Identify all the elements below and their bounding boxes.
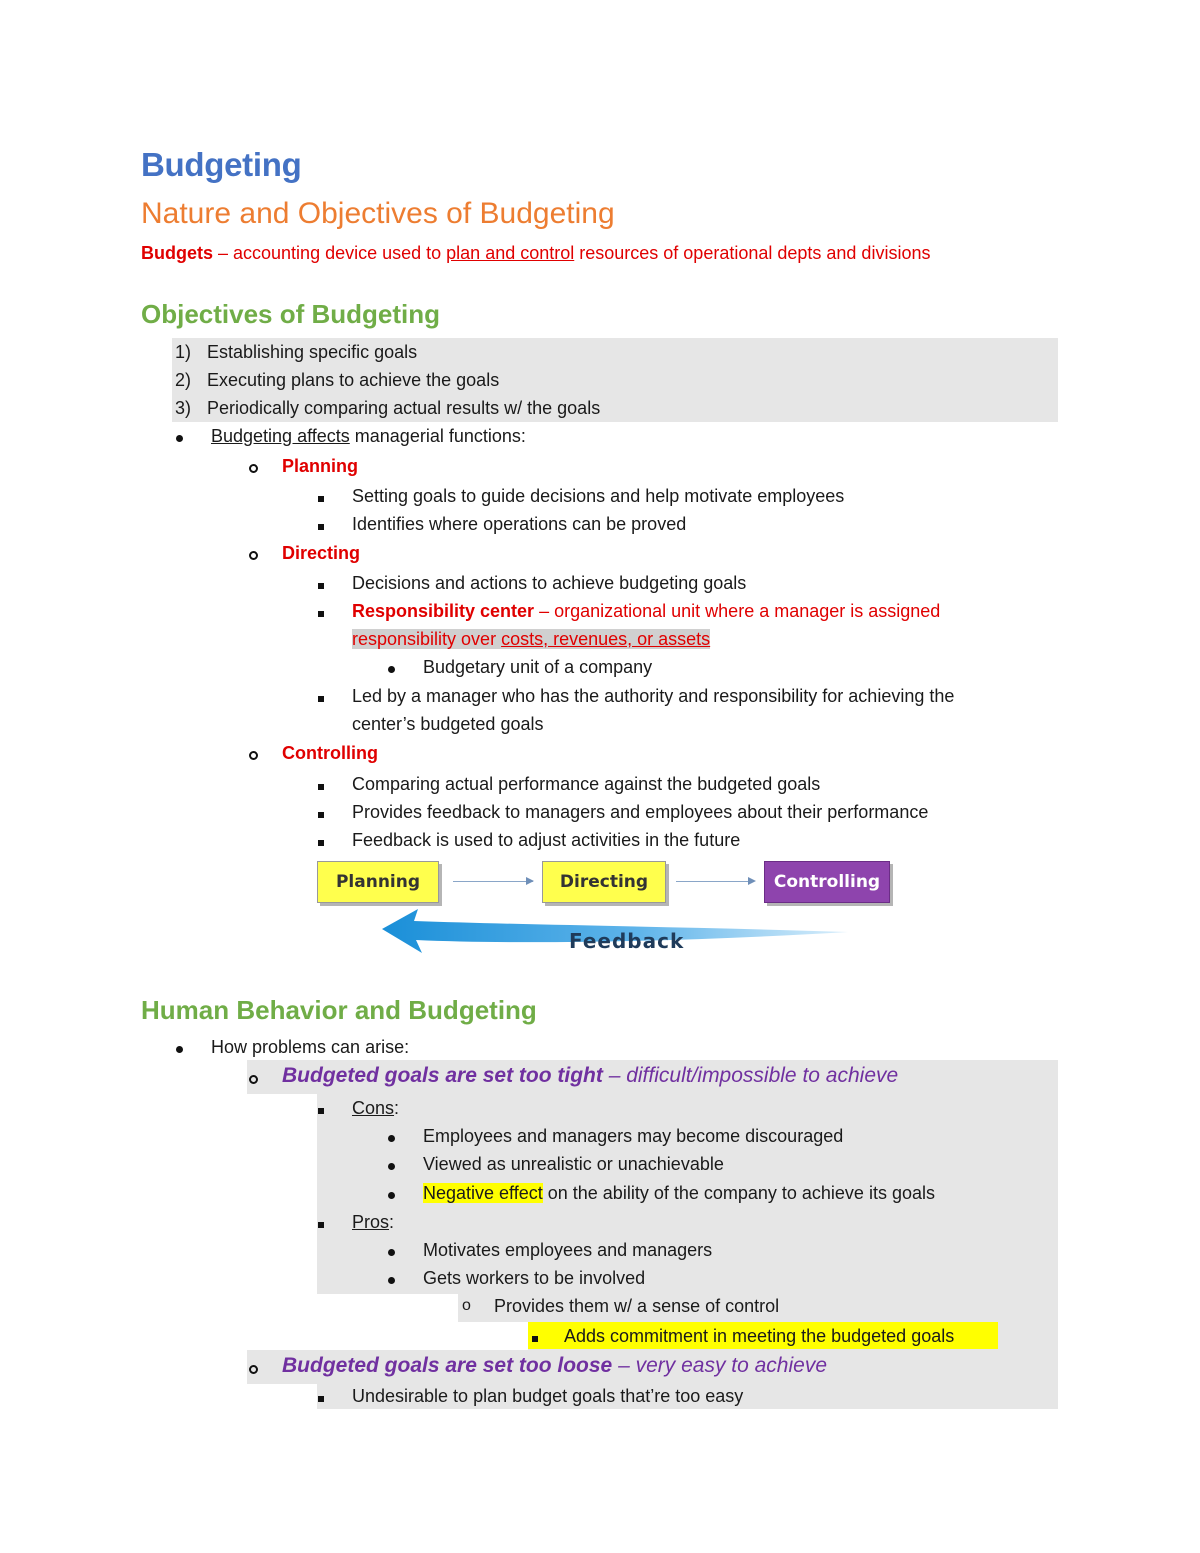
led-by-line-2: center’s budgeted goals	[352, 714, 544, 734]
bullet-dot-icon	[388, 1236, 395, 1264]
planning-item-2: Identifies where operations can be proved	[352, 514, 687, 534]
pros-item-2: Gets workers to be involved	[423, 1268, 646, 1288]
bullet-ring-icon	[249, 453, 258, 481]
negative-effect-highlight: Negative effect	[423, 1183, 543, 1203]
arrow-right-icon	[748, 877, 756, 885]
objective-3	[175, 394, 600, 422]
pros-subsub-item: Adds commitment in meeting the budgeted goals	[564, 1326, 955, 1346]
cons-item-2: Viewed as unrealistic or unachievable	[423, 1154, 724, 1174]
bullet-square-icon	[318, 826, 324, 854]
objective-text: Executing plans to achieve the goals	[207, 370, 500, 390]
responsibility-center-text: – organizational unit where a manager is assigned	[534, 601, 941, 621]
cons-item-3	[423, 1179, 935, 1207]
document-title: Budgeting	[141, 146, 302, 183]
objective-2	[175, 366, 499, 394]
affects-underline: Budgeting affects	[211, 426, 350, 446]
nature-heading: Nature and Objectives of Budgeting	[141, 197, 615, 230]
budgets-definition	[141, 239, 930, 267]
diagram-directing-box: Directing	[542, 861, 666, 903]
planning-label: Planning	[282, 456, 358, 476]
bullet-square-icon	[318, 1094, 324, 1122]
too-loose-bold: Budgeted goals are set too loose	[282, 1354, 613, 1377]
arrow-right-icon	[526, 877, 534, 885]
diagram-controlling-box: Controlling	[764, 861, 890, 903]
loose-item: Undesirable to plan budget goals that’re too easy	[352, 1386, 744, 1406]
definition-end: resources of operational depts and divisions	[574, 243, 931, 263]
too-tight-line	[282, 1061, 898, 1091]
objective-1	[175, 338, 417, 366]
bullet-square-icon	[318, 1208, 324, 1236]
feedback-label: Feedback	[569, 929, 685, 953]
diagram-planning-box: Planning	[317, 861, 439, 903]
objective-number: 3)	[175, 398, 192, 418]
bullet-square-icon	[318, 510, 324, 538]
pros-sub-marker: o	[462, 1297, 471, 1314]
bullet-square-icon	[318, 597, 324, 625]
objectives-heading: Objectives of Budgeting	[141, 299, 441, 329]
responsibility-center-term: Responsibility center	[352, 601, 535, 621]
too-loose-line	[282, 1351, 827, 1381]
objective-text: Establishing specific goals	[207, 342, 418, 362]
bullet-dot-icon	[388, 1264, 395, 1292]
definition-text: – accounting device used to	[213, 243, 447, 263]
bullet-square-icon	[318, 770, 324, 798]
human-behavior-heading: Human Behavior and Budgeting	[141, 995, 537, 1025]
pros-label: Pros	[352, 1212, 390, 1232]
plan-and-control: plan and control	[446, 243, 575, 263]
budgets-term: Budgets	[141, 243, 213, 263]
controlling-item-2: Provides feedback to managers and employees about their performance	[352, 802, 929, 822]
controlling-label: Controlling	[282, 743, 378, 763]
responsibility-over: responsibility over	[352, 629, 502, 649]
affects-line	[211, 422, 526, 450]
bullet-square-icon	[318, 569, 324, 597]
bullet-ring-icon	[249, 1064, 258, 1092]
problems-intro: How problems can arise:	[211, 1037, 410, 1057]
arrow-line	[676, 881, 754, 882]
bullet-dot-icon	[388, 653, 395, 681]
directing-item-1: Decisions and actions to achieve budgeting goals	[352, 573, 747, 593]
budgetary-unit: Budgetary unit of a company	[423, 657, 653, 677]
bullet-square-icon	[318, 1382, 324, 1410]
cons-item-1: Employees and managers may become discouraged	[423, 1126, 844, 1146]
too-tight-rest: – difficult/impossible to achieve	[602, 1064, 899, 1087]
objective-number: 2)	[175, 370, 192, 390]
costs-revenues-assets: costs, revenues, or assets	[501, 629, 711, 649]
pros-sub-item: Provides them w/ a sense of control	[494, 1296, 780, 1316]
bullet-dot-icon	[176, 1033, 183, 1061]
responsibility-center-line	[352, 597, 940, 625]
directing-label: Directing	[282, 543, 361, 563]
bullet-square-icon	[318, 682, 324, 710]
responsibility-highlight	[352, 629, 710, 649]
cons-label: Cons	[352, 1098, 395, 1118]
bullet-dot-icon	[388, 1179, 395, 1207]
pros-item-1: Motivates employees and managers	[423, 1240, 713, 1260]
bullet-dot-icon	[388, 1150, 395, 1178]
bullet-square-icon	[318, 482, 324, 510]
too-loose-rest: – very easy to achieve	[612, 1354, 828, 1377]
controlling-item-1: Comparing actual performance against the budgeted goals	[352, 774, 821, 794]
bullet-ring-icon	[249, 540, 258, 568]
pros-line: Pros:	[352, 1212, 395, 1232]
planning-item-1: Setting goals to guide decisions and help motivate employees	[352, 486, 845, 506]
affects-text: managerial functions:	[349, 426, 526, 446]
cons-item-3-text: on the ability of the company to achieve its goals	[542, 1183, 935, 1203]
bullet-dot-icon	[388, 1122, 395, 1150]
controlling-item-3: Feedback is used to adjust activities in the future	[352, 830, 741, 850]
too-tight-bold: Budgeted goals are set too tight	[282, 1064, 603, 1087]
responsibility-line-2	[352, 625, 710, 653]
bullet-ring-icon	[249, 740, 258, 768]
bullet-dot-icon	[176, 422, 183, 450]
bullet-square-icon	[318, 798, 324, 826]
objective-text: Periodically comparing actual results w/ the goals	[207, 398, 601, 418]
arrow-line	[453, 881, 533, 882]
bullet-square-icon	[532, 1322, 538, 1350]
bullet-ring-icon	[249, 1354, 258, 1382]
cons-line: Cons:	[352, 1098, 400, 1118]
led-by-line-1: Led by a manager who has the authority and responsibility for achieving the	[352, 686, 955, 706]
objective-number: 1)	[175, 342, 192, 362]
